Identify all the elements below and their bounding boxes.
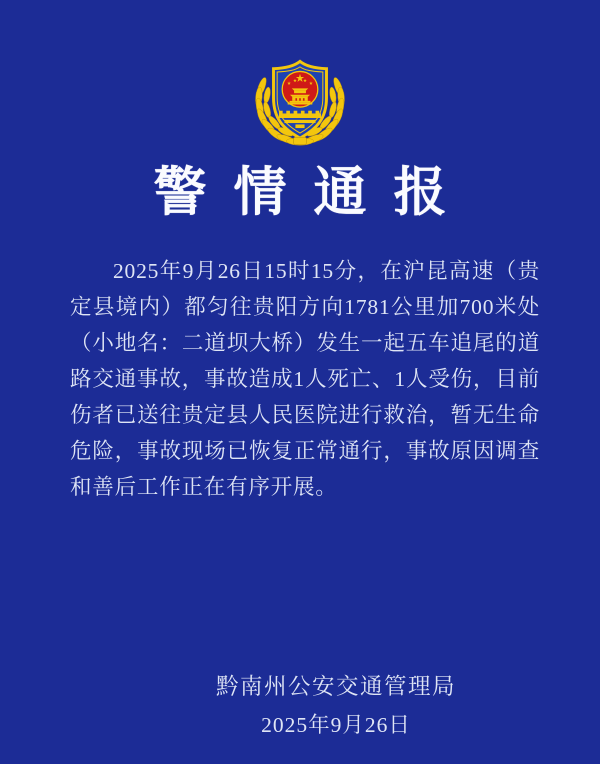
notice-body-paragraph: 2025年9月26日15时15分，在沪昆高速（贵定县境内）都匀往贵阳方向1781公里加700米处（小地名：二道坝大桥）发生一起五车追尾的道路交通事故，事故造成1人死亡、1人受伤，目前伤者已送往贵定县人民医院进行救治，暂无生命危险，事故现场已恢复正常通行，事故原因调查和善后工作正在有序开展。 bbox=[70, 259, 540, 499]
police-badge-svg bbox=[245, 55, 355, 150]
notice-footer bbox=[0, 673, 600, 738]
notice-date: 2025年9月26日 bbox=[261, 713, 411, 737]
police-badge-icon bbox=[245, 55, 355, 150]
notice-title: 警情通报 bbox=[153, 164, 474, 222]
badge-tiananmen-gates bbox=[295, 98, 304, 100]
issuing-authority: 黔南州公安交通管理局 bbox=[215, 674, 456, 699]
police-notice-page bbox=[0, 55, 600, 764]
badge-clasp bbox=[294, 137, 307, 144]
